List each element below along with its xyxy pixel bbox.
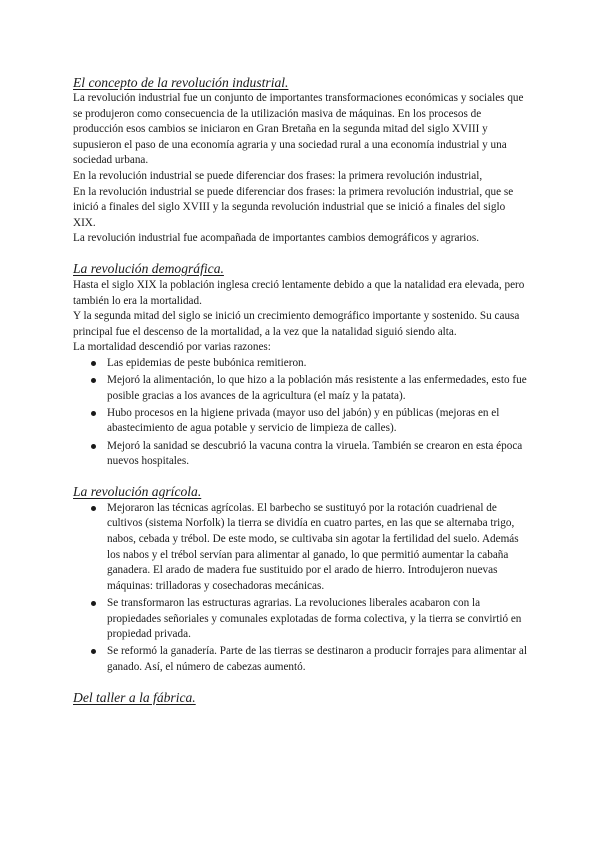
bullet-icon	[91, 361, 96, 366]
bullet-icon	[91, 649, 96, 654]
section-heading-taller: Del taller a la fábrica.	[73, 689, 196, 705]
section-heading-agricola: La revolución agrícola.	[73, 483, 202, 499]
intro-paragraph: La revolución industrial fue un conjunto de importantes transformaciones económicas y sociales que se produjeron como consecuencia de la utilización masiva de máquinas. En los procesos de producción esos cambios se iniciaron en Gran Bretaña en la segunda mitad del siglo XVIII y supusieron el paso de una economía agraria y una sociedad rural a una economía industrial y una sociedad urbana.	[73, 92, 524, 167]
list-item	[73, 406, 529, 437]
list-item-text: Se transformaron las estructuras agrarias. La revoluciones liberales acabaron con la propiedades señoriales y comunales explotadas de forma colectiva, y la tierra se convirtió en propiedad privada.	[107, 597, 522, 641]
bullet-icon	[91, 378, 96, 383]
bullet-icon	[91, 411, 96, 416]
demografica-bullet-list	[73, 356, 529, 470]
bullet-icon	[91, 601, 96, 606]
intro-paragraph: En la revolución industrial se puede diferenciar dos frases: la primera revolución industrial,	[73, 169, 483, 182]
section-heading-demografica: La revolución demográfica.	[73, 260, 224, 276]
list-item	[73, 439, 529, 470]
list-item-text: Mejoró la alimentación, lo que hizo a la población más resistente a las enfermedades, esto fue posible gracias a los avances de la agricultura (el maíz y la patata).	[107, 374, 527, 402]
list-item-text: Se reformó la ganadería. Parte de las tierras se destinaron a producir forrajes para alimentar al ganado. Así, el número de cabezas aumentó.	[107, 645, 527, 673]
list-item	[73, 644, 529, 675]
list-item-text: Mejoró la sanidad se descubrió la vacuna contra la viruela. También se crearon en esta época nuevos hospitales.	[107, 439, 523, 468]
list-item-text: Mejoraron las técnicas agrícolas. El barbecho se sustituyó por la rotación cuadrienal de cultivos (sistema Norfolk) la tierra se dividía en cuatro partes, en las que se alternaba trigo, nabos, cebada y trébol. De este modo, se cultivaba sin agotar la fertilidad del suelo. Además los nabos y el trébol servían para alimentar al ganado, lo que permitió aumentar la cabaña ganadera. El arado de madera fue sustituido por el arado de hierro. Introdujeron nuevas máquinas: trilladoras y cosechadoras mecánicas.	[107, 501, 519, 592]
list-item	[73, 501, 529, 595]
list-item-text: Las epidemias de peste bubónica remitieron.	[107, 356, 307, 369]
demografica-paragraph: Hasta el siglo XIX la población inglesa creció lentamente debido a que la natalidad era elevada, pero también lo era la mortalidad.	[73, 278, 525, 307]
agricola-bullet-list	[73, 501, 529, 676]
intro-paragraph: La revolución industrial fue acompañada de importantes cambios demográficos y agrarios.	[73, 232, 480, 245]
list-item	[73, 596, 529, 643]
demografica-paragraph: La mortalidad descendió por varias razones:	[73, 341, 271, 354]
bullet-icon	[91, 444, 96, 449]
document-content	[73, 74, 529, 707]
list-item-text: Hubo procesos en la higiene privada (mayor uso del jabón) y en públicas (mejoras en el abastecimiento de agua potable y servicio de limpieza de calles).	[107, 406, 500, 435]
intro-paragraph: En la revolución industrial se puede diferenciar dos frases: la primera revolución industrial, que se inició a finales del siglo XVIII y la segunda revolución industrial que se inició a finales del siglo XIX.	[73, 185, 514, 229]
list-item	[73, 356, 529, 372]
page-title: El concepto de la revolución industrial.	[73, 75, 289, 90]
demografica-paragraph: Y la segunda mitad del siglo se inició un crecimiento demográfico importante y sostenido. Su causa principal fue el descenso de la mortalidad, a la vez que la natalidad siguió siendo alta.	[73, 310, 520, 338]
bullet-icon	[91, 506, 96, 511]
list-item	[73, 373, 529, 404]
